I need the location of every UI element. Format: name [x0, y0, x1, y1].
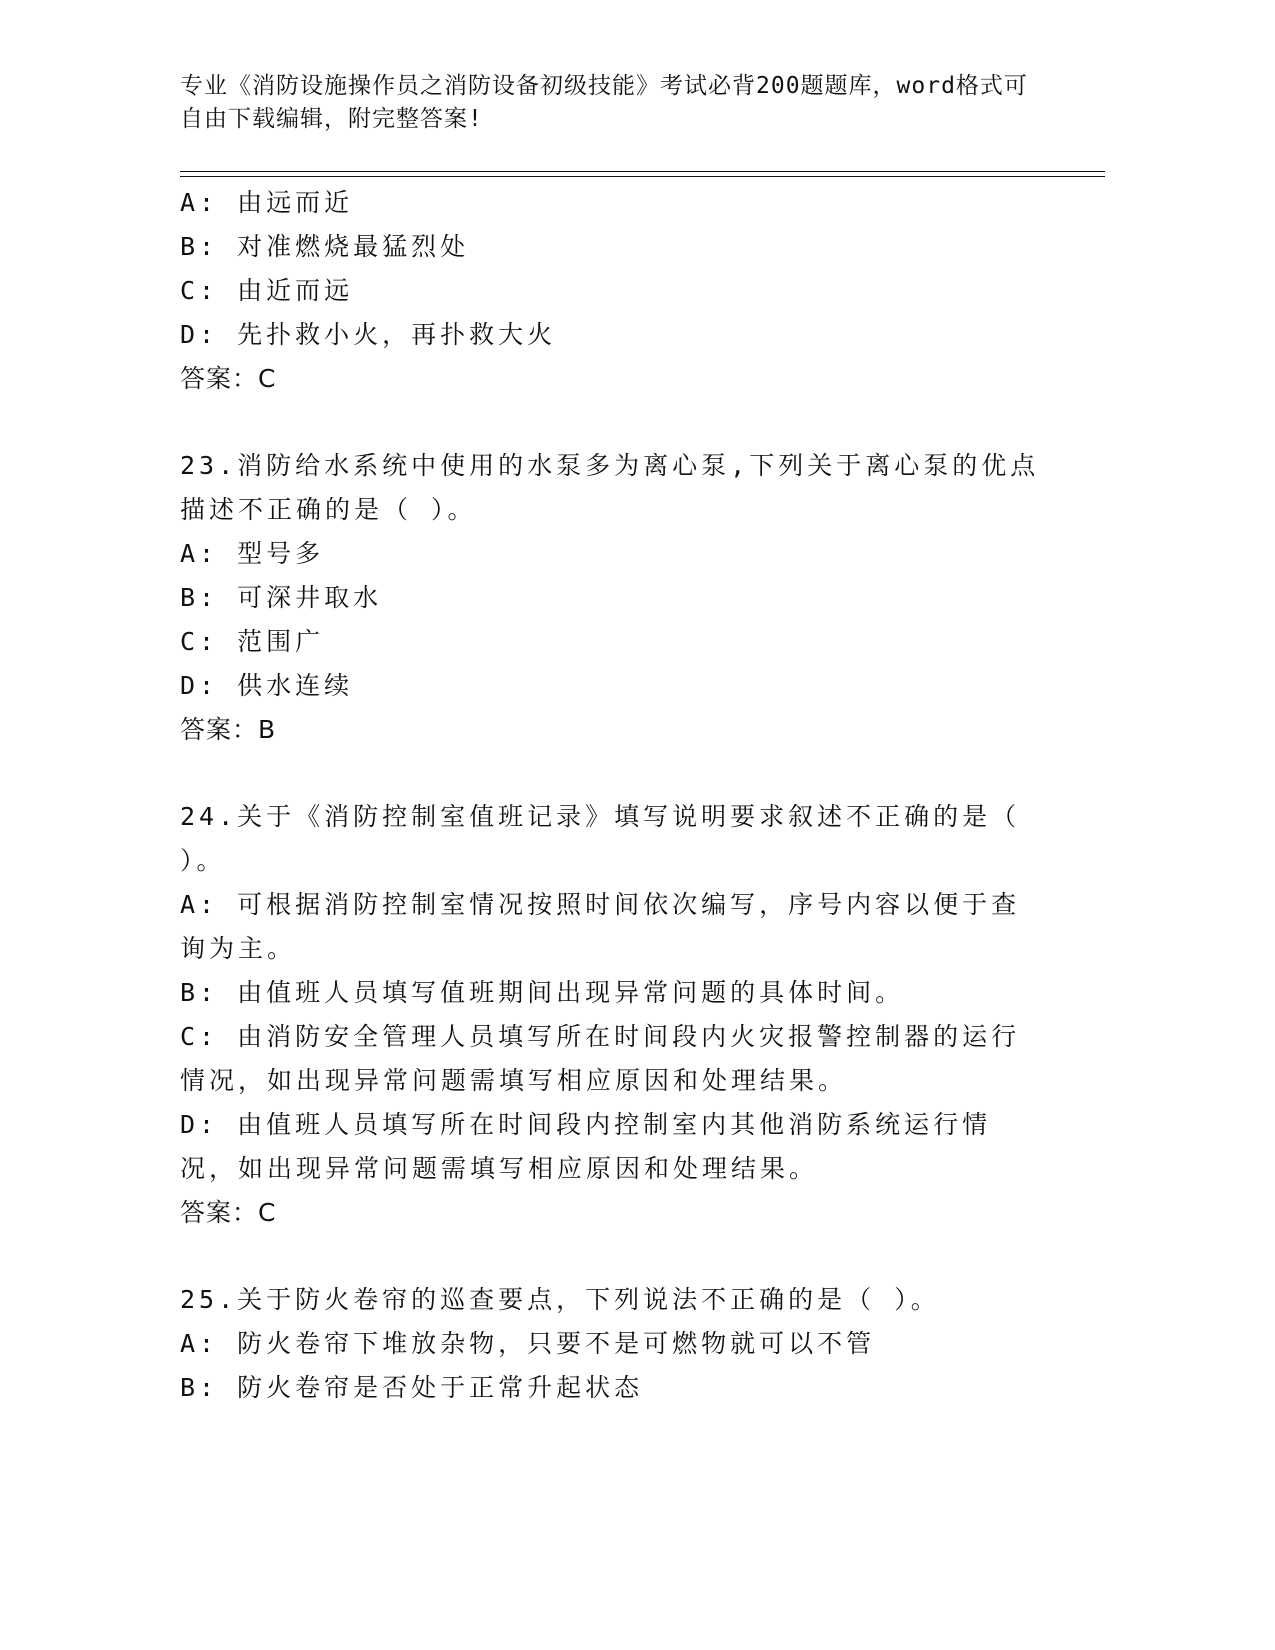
answer-line: 答案：C	[180, 1198, 277, 1227]
option-c: C: 由近而远	[180, 276, 354, 305]
option-b: B: 对准燃烧最猛烈处	[180, 232, 470, 261]
option-a: A: 由远而近	[180, 188, 354, 217]
spacer	[180, 752, 1040, 795]
option-c: C: 由消防安全管理人员填写所在时间段内火灾报警控制器的运行情况，如出现异常问题需填写相应原因和处理结果。	[180, 1022, 1021, 1095]
spacer	[180, 401, 1040, 444]
answer-line: 答案：B	[180, 715, 277, 744]
option-b: B: 可深井取水	[180, 583, 383, 612]
question-block	[180, 795, 1040, 1235]
option-c: C: 范围广	[180, 627, 325, 656]
option-a: A: 可根据消防控制室情况按照时间依次编写，序号内容以便于查询为主。	[180, 890, 1021, 963]
option-a: A: 防火卷帘下堆放杂物，只要不是可燃物就可以不管	[180, 1329, 876, 1358]
document-header: 专业《消防设施操作员之消防设备初级技能》考试必背200题题库，word格式可自由下载编辑，附完整答案!	[180, 73, 1028, 132]
header-rule-top	[180, 171, 1105, 172]
question-block	[180, 1278, 1040, 1410]
answer-line: 答案：C	[180, 364, 277, 393]
question-block	[180, 444, 1040, 752]
option-d: D: 由值班人员填写所在时间段内控制室内其他消防系统运行情况，如出现异常问题需填写相应原因和处理结果。	[180, 1110, 992, 1183]
option-d: D: 供水连续	[180, 671, 354, 700]
question-text: 23.消防给水系统中使用的水泵多为离心泵,下列关于离心泵的优点描述不正确的是（ ）。	[180, 451, 1040, 524]
question-text: 24.关于《消防控制室值班记录》填写说明要求叙述不正确的是（ ）。	[180, 802, 1021, 875]
option-a: A: 型号多	[180, 539, 325, 568]
option-b: B: 由值班人员填写值班期间出现异常问题的具体时间。	[180, 978, 905, 1007]
spacer	[180, 1235, 1040, 1278]
question-block	[180, 181, 1040, 401]
question-list	[180, 181, 1040, 1410]
option-b: B: 防火卷帘是否处于正常升起状态	[180, 1373, 644, 1402]
question-text: 25.关于防火卷帘的巡查要点，下列说法不正确的是（ ）。	[180, 1285, 940, 1314]
option-d: D: 先扑救小火，再扑救大火	[180, 320, 557, 349]
header-rule-bottom	[180, 176, 1105, 177]
